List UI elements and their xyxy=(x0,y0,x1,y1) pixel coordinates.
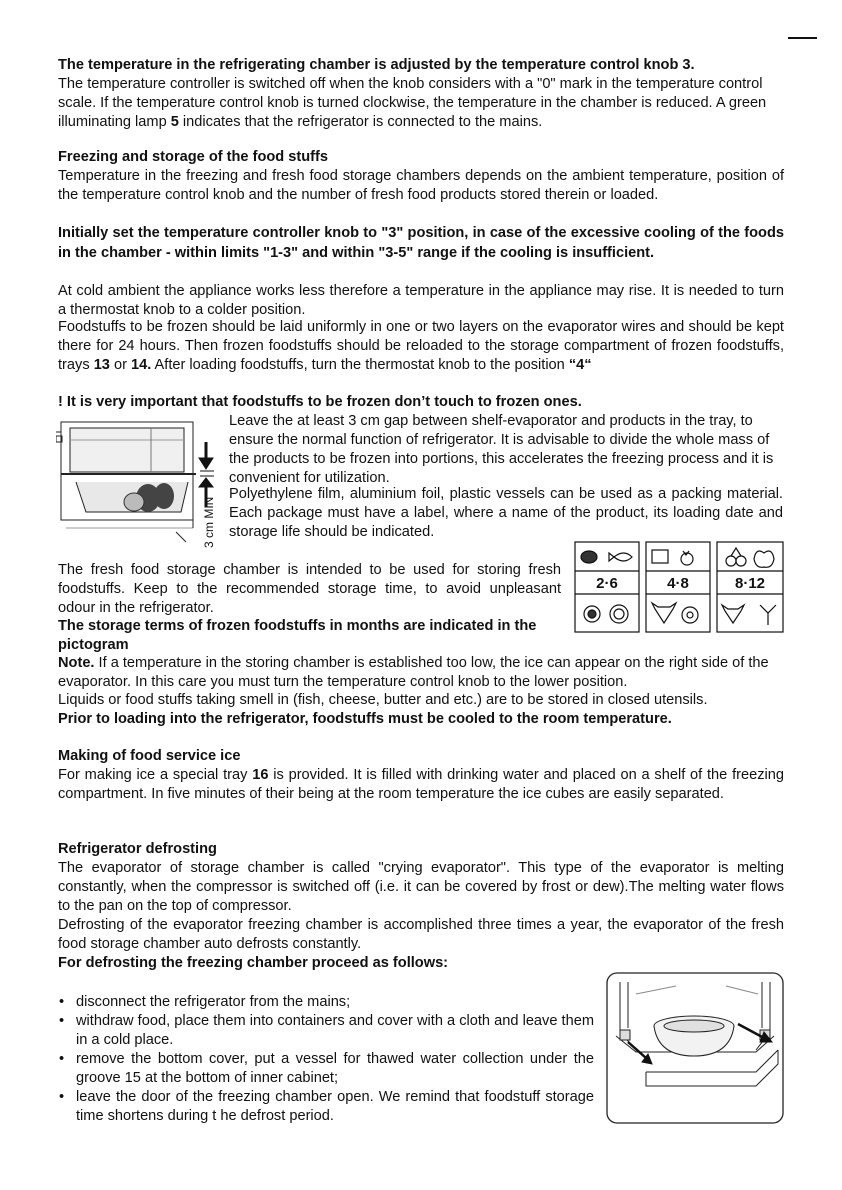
temperature-paragraph xyxy=(58,56,784,132)
defrost-figure xyxy=(606,972,784,1124)
cooked-food-icon xyxy=(584,605,628,623)
procedure-text: Foodstuffs to be frozen should be laid uniformly in one or two layers on the evaporator wires and should be kept there for 24 hours. Then frozen foodstuffs should be reloaded to the storage compartment of frozen foodstuffs, trays xyxy=(58,319,784,373)
gap-advice-paragraph: Leave the at least 3 cm gap between shelf-evaporator and products in the tray, to ensure the normal function of refrigerator. It is advisable to divide the whole mass of the products to be frozen into portions, this accelerates the freezing process and it is convenient for utilization. xyxy=(229,413,774,486)
freezing-procedure-paragraph xyxy=(58,318,784,375)
cold-ambient-paragraph: At cold ambient the appliance works less therefore a temperature in the appliance may rise. It is needed to turn a thermostat knob to a colder position. xyxy=(58,283,784,318)
ice-text: For making ice a special tray xyxy=(58,767,253,783)
page-corner-dash xyxy=(788,37,817,39)
list-item xyxy=(58,1012,594,1050)
defrost-steps-heading: For defrosting the freezing chamber proceed as follows: xyxy=(58,955,449,971)
initial-setting-paragraph: Initially set the temperature controller knob to "3" position, in case of the excessive cooling of the foods in the chamber - within limits "1-3" and within "3-5" range if the cooling is insufficient. xyxy=(58,225,784,261)
seafood-icon xyxy=(581,551,632,563)
bullet-icon: • xyxy=(59,994,65,1010)
bullet-icon: • xyxy=(59,1013,65,1029)
list-item-text: remove the bottom cover, put a vessel for thawed water collection under the groove 15 at the bottom of inner cabinet; xyxy=(76,1051,594,1086)
procedure-text-end: After loading foodstuffs, turn the thermostat knob to the position xyxy=(151,357,569,373)
list-item xyxy=(58,1088,594,1126)
tray-16-ref: 16 xyxy=(252,767,269,783)
note-text: If a temperature in the storing chamber is established too low, the ice can appear on the right side of the evaporator. In this care you must turn the temperature control knob to the lower position. xyxy=(58,655,769,690)
vegetable-fruit-icon xyxy=(726,548,774,567)
gap-label: 3 cm MIN xyxy=(202,496,216,548)
ice-text-end: is provided. It is filled with drinking water and placed on a shelf of the freezing compartment. In five minutes of their being at the room temperature the ice cubes are easily separated. xyxy=(58,767,784,802)
tray-14-ref: 14. xyxy=(131,357,152,373)
ice-paragraph xyxy=(58,766,784,804)
bullet-icon: • xyxy=(59,1051,65,1067)
freezing-paragraph: Temperature in the freezing and fresh food storage chambers depends on the ambient temperature, position of the temperature control knob and the number of fresh food products stored therein or loaded. xyxy=(58,168,784,203)
crying-evaporator-paragraph: The evaporator of storage chamber is called "crying evaporator". This type of the evaporator is melting constantly, when the compressor is switched off (i.e. it can be covered by frost or dew).The melting water flows to the pan on the top of compressor. xyxy=(58,860,784,914)
storage-pictogram xyxy=(574,541,784,633)
defrost-frequency-paragraph: Defrosting of the evaporator freezing chamber is accomplished three times a year, the evaporator of the fresh food storage chamber auto defrosts constantly. xyxy=(58,917,784,952)
defrost-heading: Refrigerator defrosting xyxy=(58,841,217,857)
packaging-paragraph: Polyethylene film, aluminium foil, plastic vessels can be used as a packing material. Each package must have a label, where a name of the product, its loading date and storage life should be indicated. xyxy=(229,486,783,540)
temperature-text: The temperature controller is switched off when the knob considers with a "0" mark in the temperature control scale. If the temperature control knob is turned clockwise, the temperature in the chamber is reduced. A green illuminating lamp xyxy=(58,76,767,130)
list-item xyxy=(58,993,594,1012)
list-item xyxy=(58,1050,594,1088)
temperature-text-end: indicates that the refrigerator is connected to the mains. xyxy=(178,114,543,130)
cooling-warning: Prior to loading into the refrigerator, foodstuffs must be cooled to the room temperature. xyxy=(58,711,672,727)
position-4-ref: “4“ xyxy=(568,357,592,373)
defrost-steps-list xyxy=(58,993,594,1126)
pictogram-range-1: 2·6 xyxy=(596,575,618,592)
pictogram-caption: The storage terms of frozen foodstuffs in months are indicated in the pictogram xyxy=(58,618,537,653)
freezing-heading: Freezing and storage of the food stuffs xyxy=(58,149,328,165)
fresh-food-paragraph: The fresh food storage chamber is intended to be used for storing fresh foodstuffs. Keep to the recommended storage time, to avoid unpleasant odour in the refrigerator. xyxy=(58,562,561,616)
temperature-heading: The temperature in the refrigerating chamber is adjusted by the temperature control knob 3. xyxy=(58,57,695,73)
warning-line: ! It is very important that foodstuffs to be frozen don’t touch to frozen ones. xyxy=(58,394,582,410)
list-item-text: withdraw food, place them into containers and cover with a cloth and leave them in a cold place. xyxy=(76,1013,594,1048)
tray-13-ref: 13 xyxy=(93,357,110,373)
list-item-text: leave the door of the freezing chamber open. We remind that foodstuff storage time shortens during t he defrost period. xyxy=(76,1089,594,1124)
ice-heading: Making of food service ice xyxy=(58,748,241,764)
pictogram-range-3: 8·12 xyxy=(734,575,766,592)
liquids-paragraph: Liquids or food stuffs taking smell in (fish, cheese, butter and etc.) are to be stored in closed utensils. xyxy=(58,692,708,708)
lamp-ref: 5 xyxy=(170,114,179,130)
poultry-vegetable-icon xyxy=(722,605,776,625)
note-label: Note. xyxy=(58,655,95,671)
procedure-or: or xyxy=(109,357,132,373)
pictogram-range-2: 4·8 xyxy=(667,575,689,592)
freezer-compartment-figure xyxy=(56,412,228,554)
meat-icon xyxy=(652,603,698,623)
ice-cream-fruit-icon xyxy=(652,550,693,565)
list-item-text: disconnect the refrigerator from the mains; xyxy=(76,994,351,1010)
bullet-icon: • xyxy=(59,1089,65,1105)
note-paragraph xyxy=(58,654,784,692)
